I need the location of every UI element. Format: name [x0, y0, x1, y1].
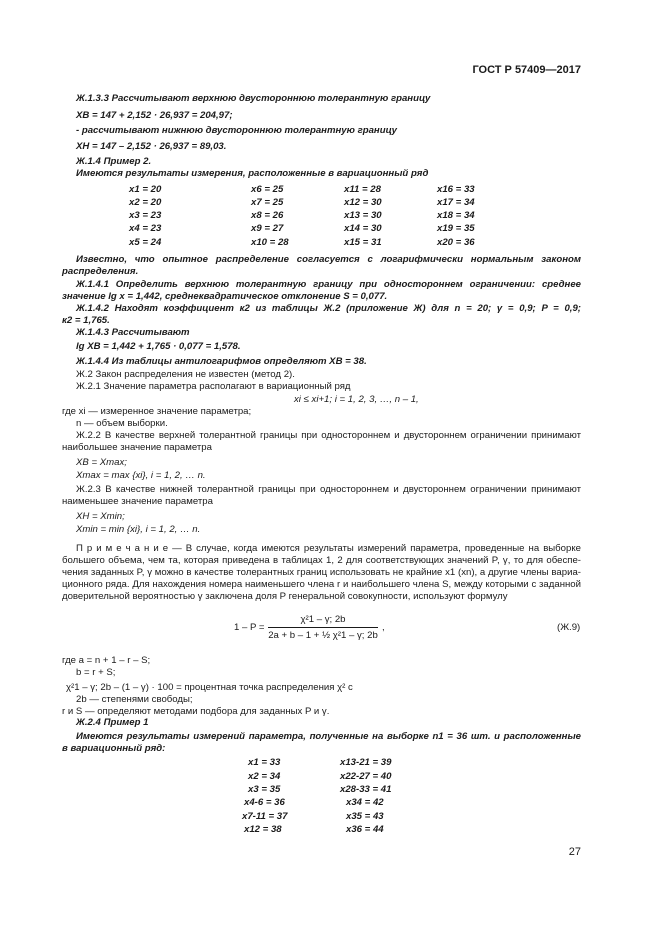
- series-cell: x4 = 23: [129, 223, 162, 234]
- series-cell: x2 = 34: [248, 771, 281, 782]
- note-line: доверительной вероятностью γ заключена доля P генеральной совокупности, используют формулу: [62, 591, 508, 602]
- series-cell: x11 = 28: [344, 184, 381, 195]
- formula-fraction: [268, 614, 378, 641]
- text-line: Ж.2 Закон распределения не известен (метод 2).: [76, 369, 295, 380]
- series-cell: x3 = 35: [248, 784, 281, 795]
- formula-line: XH = Xmin;: [76, 511, 125, 522]
- text-line: - рассчитывают нижнюю двустороннюю толерантную границу: [76, 125, 397, 136]
- text-line: к2 = 1,765.: [62, 315, 110, 326]
- fraction-bar: [268, 627, 378, 628]
- note-line: чения заданных P, γ можно в качестве толерантных границ использовать не крайние x1 (xn), а другие члены вариа-: [62, 567, 581, 578]
- series-cell: x1 = 20: [129, 184, 162, 195]
- note-line: П р и м е ч а н и е — В случае, когда имеются результаты измерений параметра, проведенные на выборке: [76, 543, 581, 554]
- formula-line: XH = 147 – 2,152 · 26,937 = 89,03.: [76, 141, 227, 152]
- formula-line: Xmax = max {xi}, i = 1, 2, … n.: [76, 470, 206, 481]
- text-line: Имеются результаты измерения, расположенные в вариационный ряд: [76, 168, 429, 179]
- formula-denominator: 2a + b – 1 + ½ χ²1 – γ; 2b: [268, 630, 378, 641]
- text-line: где a = n + 1 – r – S;: [62, 655, 151, 666]
- series-cell: x13 = 30: [344, 210, 382, 221]
- series-cell: x17 = 34: [437, 197, 475, 208]
- series-cell: x12 = 30: [344, 197, 382, 208]
- text-line: b = r + S;: [76, 667, 116, 678]
- text-line: Ж.2.2 В качестве верхней толерантной границы при одностороннем и двустороннем ограничении принимают: [76, 430, 581, 441]
- text-line: 2b — степенями свободы;: [76, 694, 193, 705]
- text-line: χ²1 – γ; 2b – (1 – γ) · 100 = процентная точка распределения χ² с: [66, 682, 353, 693]
- series-cell: x19 = 35: [437, 223, 475, 234]
- series-cell: x9 = 27: [251, 223, 284, 234]
- formula-tail: ,: [382, 622, 385, 633]
- series-cell: x12 = 38: [244, 824, 282, 835]
- series-cell: x14 = 30: [344, 223, 382, 234]
- standard-header: ГОСТ Р 57409—2017: [472, 64, 581, 76]
- series-cell: x35 = 43: [346, 811, 384, 822]
- text-line: Ж.1.3.3 Рассчитывают верхнюю двустороннюю толерантную границу: [76, 93, 431, 104]
- text-line: Ж.1.4.4 Из таблицы антилогарифмов определяют XB = 38.: [76, 356, 367, 367]
- text-line: r и S — определяют методами подбора для заданных P и γ.: [62, 706, 330, 717]
- text-line: Ж.2.1 Значение параметра располагают в вариационный ряд: [76, 381, 351, 392]
- text-line: Ж.1.4.1 Определить верхнюю толерантную границу при одностороннем ограничении: среднее: [76, 279, 581, 290]
- series-cell: x1 = 33: [248, 757, 281, 768]
- formula-line: XB = 147 + 2,152 · 26,937 = 204,97;: [76, 110, 233, 121]
- series-cell: x36 = 44: [346, 824, 384, 835]
- series-cell: x34 = 42: [346, 797, 384, 808]
- text-line: Имеются результаты измерений параметра, полученные на выборке n1 = 36 шт. и расположенные: [76, 731, 581, 742]
- formula-line: xi ≤ xi+1; i = 1, 2, 3, …, n – 1,: [294, 394, 419, 405]
- series-cell: x7 = 25: [251, 197, 284, 208]
- formula-line: Xmin = min {xi}, i = 1, 2, … n.: [76, 524, 201, 535]
- text-line: в вариационный ряд:: [62, 743, 166, 754]
- text-line: Ж.1.4.2 Находят коэффициент к2 из таблицы Ж.2 (приложение Ж) для n = 20; γ = 0,9; P = 0,9;: [76, 303, 581, 314]
- note-line: ционного ряда. Для нахождения номера наименьшего члена r и наибольшего члена S, между которыми с заданной: [62, 579, 581, 590]
- series-cell: x16 = 33: [437, 184, 475, 195]
- series-cell: x13-21 = 39: [340, 757, 392, 768]
- series-cell: x22-27 = 40: [340, 771, 392, 782]
- series-cell: x20 = 36: [437, 237, 475, 248]
- series-cell: x5 = 24: [129, 237, 162, 248]
- text-line: наименьшее значение параметра: [62, 496, 213, 507]
- formula-line: XB = Xmax;: [76, 457, 127, 468]
- text-line: Ж.2.4 Пример 1: [76, 717, 149, 728]
- text-line: Ж.1.4 Пример 2.: [76, 156, 152, 167]
- text-line: где xi — измеренное значение параметра;: [62, 406, 252, 417]
- text-line: наибольшее значение параметра: [62, 442, 212, 453]
- text-line: распределения.: [62, 266, 139, 277]
- series-cell: x28-33 = 41: [340, 784, 392, 795]
- series-cell: x2 = 20: [129, 197, 162, 208]
- text-line: n — объем выборки.: [76, 418, 168, 429]
- series-cell: x18 = 34: [437, 210, 475, 221]
- series-cell: x7-11 = 37: [242, 811, 288, 822]
- text-line: Ж.1.4.3 Рассчитывают: [76, 327, 190, 338]
- formula-line: lg XB = 1,442 + 1,765 · 0,077 = 1,578.: [76, 341, 241, 352]
- series-cell: x6 = 25: [251, 184, 284, 195]
- text-line: значение lg x = 1,442, среднеквадратическое отклонение S = 0,077.: [62, 291, 388, 302]
- series-cell: x8 = 26: [251, 210, 284, 221]
- series-cell: x10 = 28: [251, 237, 289, 248]
- formula-lhs: 1 – P =: [234, 622, 265, 633]
- page-number: 27: [568, 846, 581, 858]
- series-cell: x3 = 23: [129, 210, 162, 221]
- series-cell: x15 = 31: [344, 237, 382, 248]
- text-line: Ж.2.3 В качестве нижней толерантной границы при одностороннем и двустороннем ограничении принимают: [76, 484, 581, 495]
- formula-number: (Ж.9): [557, 622, 581, 633]
- series-cell: x4-6 = 36: [244, 797, 285, 808]
- note-line: большего объема, чем та, которая приведена в таблицах 1, 2 для соответствующих значений P, γ, то для обеспе-: [62, 555, 581, 566]
- formula-numerator: χ²1 – γ; 2b: [300, 614, 346, 625]
- text-line: Известно, что опытное распределение согласуется с логарифмически нормальным законом: [76, 254, 581, 265]
